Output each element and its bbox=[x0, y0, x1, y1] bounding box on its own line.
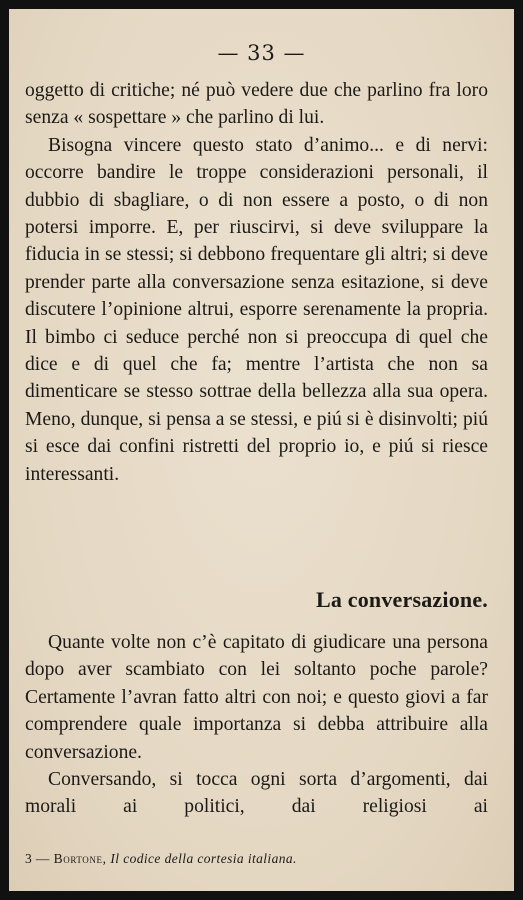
footer-signature: 3 — bbox=[25, 851, 50, 866]
paragraph: Bisogna vincere questo stato d’animo... e di nervi: occorre bandire le troppe considerazioni personali, il dubbio di sbagliare, o di non essere a posto, o di non potersi imporre. E, per riuscirvi, si deve sviluppare la fiducia in se stessi; si debbono frequentare gli altri; si deve prender parte alla conversazione senza esitazione, si deve discutere l’opinione altrui, esporre serenamente la propria. Il bimbo ci seduce perché non si preoccupa di quel che dice e di quel che fa; mentre l’artista che non sa dimenticare se stesso sottrae della bellezza alla sua opera. Meno, dunque, si pensa a se stessi, e piú si è disinvolti; piú si esce dai confini ristretti del proprio io, e piú si riesce interessanti. bbox=[25, 134, 488, 485]
body-text-bottom bbox=[25, 629, 488, 821]
page-number: — 33 — bbox=[217, 41, 306, 65]
body-text-top bbox=[25, 77, 488, 488]
book-page bbox=[9, 9, 514, 891]
section-heading: La conversazione. bbox=[315, 587, 488, 612]
footer-author: Bortone, bbox=[53, 851, 107, 866]
paragraph: oggetto di critiche; né può vedere due che parlino fra loro senza « sospettare » che parlino di lui. bbox=[25, 80, 488, 129]
printer-footer bbox=[25, 851, 297, 867]
footer-book-title: Il codice della cortesia italiana. bbox=[110, 851, 297, 866]
paragraph: Quante volte non c’è capitato di giudicare una persona dopo aver scambiato con lei soltanto poche parole? Certamente l’avran fatto altri con noi; e questo giovi a far comprendere quale importanza si debba attribuire alla conversazione. bbox=[25, 632, 488, 763]
paragraph: Conversando, si tocca ogni sorta d’argomenti, dai morali ai politici, dai religiosi ai bbox=[25, 769, 488, 818]
